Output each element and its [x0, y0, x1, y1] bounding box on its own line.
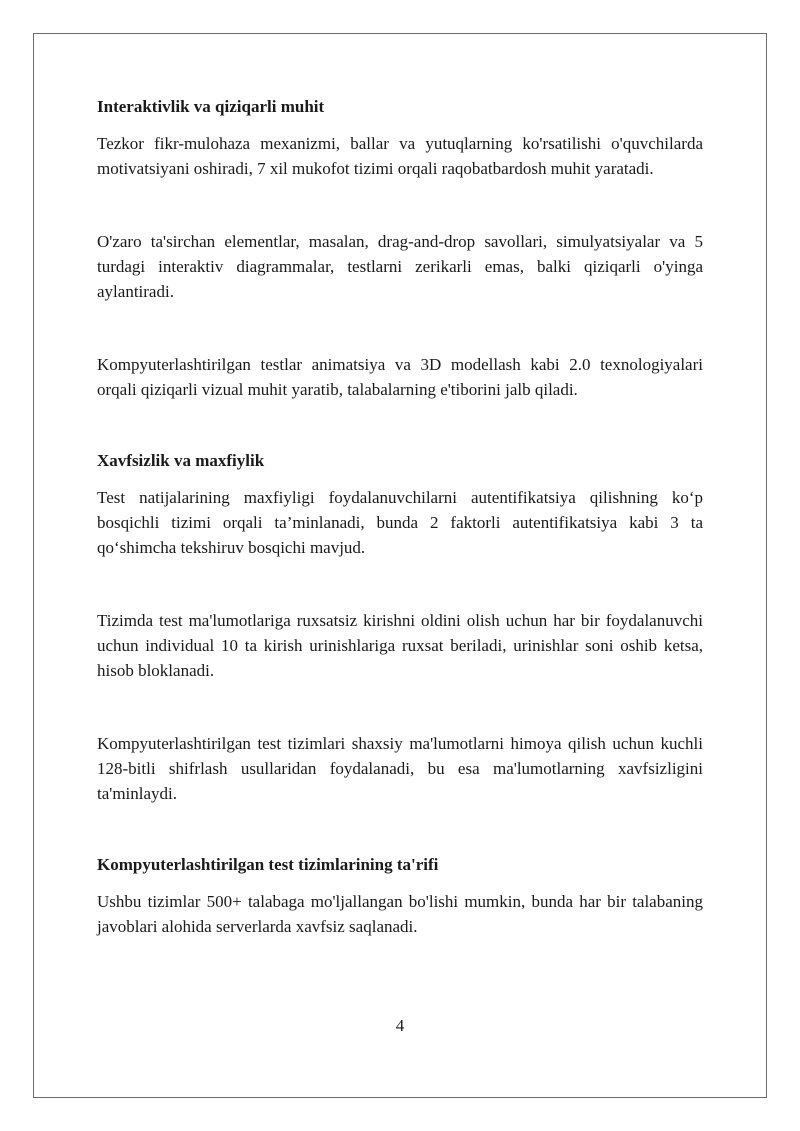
section-security [97, 448, 703, 806]
paragraph: Kompyuterlashtirilgan test tizimlari shaxsiy ma'lumotlarni himoya qilish uchun kuchli 128-bitli shifrlash usullaridan foydalanadi, bu esa ma'lumotlarning xavfsizligini ta'minlaydi. [97, 734, 703, 803]
section-heading: Interaktivlik va qiziqarli muhit [97, 97, 325, 116]
paragraph: Tezkor fikr-mulohaza mexanizmi, ballar va yutuqlarning ko'rsatilishi o'quvchilarda motivatsiyani oshiradi, 7 xil mukofot tizimi orqali raqobatbardosh muhit yaratadi. [97, 134, 703, 178]
section-interactivity [97, 94, 703, 402]
section-definition [97, 852, 703, 939]
section-heading: Kompyuterlashtirilgan test tizimlarining ta'rifi [97, 855, 439, 874]
paragraph: Kompyuterlashtirilgan testlar animatsiya va 3D modellash kabi 2.0 texnologiyalari orqali qiziqarli vizual muhit yaratib, talabalarning e'tiborini jalb qiladi. [97, 355, 703, 399]
section-heading: Xavfsizlik va maxfiylik [97, 451, 265, 470]
paragraph: Test natijalarining maxfiyligi foydalanuvchilarni autentifikatsiya qilishning ko‘p bosqichli tizimi orqali ta’minlanadi, bunda 2 faktorli autentifikatsiya kabi 3 ta qo‘shimcha tekshiruv bosqichi mavjud. [97, 488, 703, 557]
paragraph: Ushbu tizimlar 500+ talabaga mo'ljallangan bo'lishi mumkin, bunda har bir talabaning javoblari alohida serverlarda xavfsiz saqlanadi. [97, 892, 703, 936]
paragraph: Tizimda test ma'lumotlariga ruxsatsiz kirishni oldini olish uchun har bir foydalanuvchi uchun individual 10 ta kirish urinishlariga ruxsat beriladi, urinishlar soni oshib ketsa, hisob bloklanadi. [97, 611, 703, 680]
paragraph: O'zaro ta'sirchan elementlar, masalan, drag-and-drop savollari, simulyatsiyalar va 5 turdagi interaktiv diagrammalar, testlarni zerikarli emas, balki qiziqarli o'yinga aylantiradi. [97, 232, 703, 301]
document-body [97, 94, 703, 939]
page-number: 4 [395, 1016, 405, 1035]
